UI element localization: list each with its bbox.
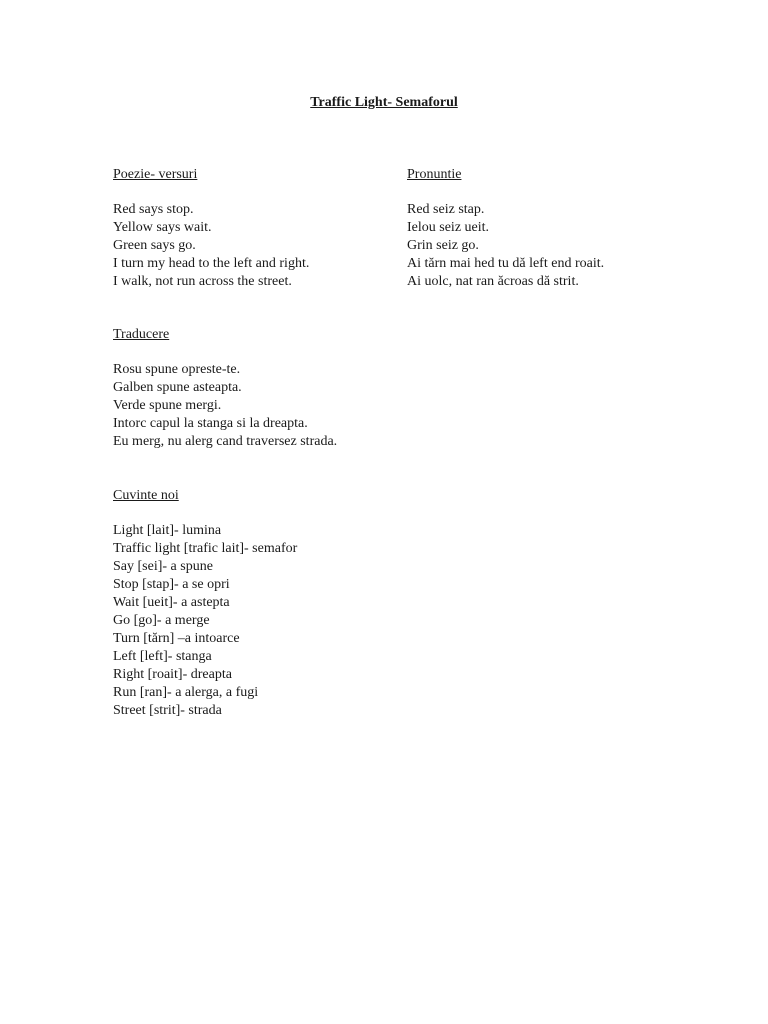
translation-lines: [113, 361, 337, 451]
translation-line: Verde spune mergi.: [113, 398, 222, 413]
poem-line: I walk, not run across the street.: [113, 274, 292, 289]
vocabulary-line: Wait [ueit]- a astepta: [113, 595, 230, 610]
vocabulary-line: Stop [stap]- a se opri: [113, 577, 230, 592]
vocabulary-line: Right [roait]- dreapta: [113, 667, 232, 682]
vocabulary-line: Traffic light [trafic lait]- semafor: [113, 541, 298, 556]
pronunciation-line: Red seiz stap.: [407, 202, 485, 217]
pronunciation-lines: [407, 201, 604, 291]
poem-line: Green says go.: [113, 238, 196, 253]
translation-line: Intorc capul la stanga si la dreapta.: [113, 416, 308, 431]
vocabulary-line: Street [strit]- strada: [113, 703, 222, 718]
pronunciation-line: Grin seiz go.: [407, 238, 479, 253]
vocabulary-lines: [113, 522, 297, 720]
poem-line: Red says stop.: [113, 202, 194, 217]
translation-line: Eu merg, nu alerg cand traversez strada.: [113, 434, 338, 449]
vocabulary-line: Go [go]- a merge: [113, 613, 210, 628]
vocabulary-line: Turn [tărn] –a intoarce: [113, 631, 240, 646]
pronunciation-heading: Pronuntie: [407, 167, 462, 182]
vocabulary-line: Light [lait]- lumina: [113, 523, 222, 538]
vocabulary-line: Run [ran]- a alerga, a fugi: [113, 685, 259, 700]
poem-lines: [113, 201, 309, 291]
vocabulary-line: Left [left]- stanga: [113, 649, 212, 664]
translation-line: Galben spune asteapta.: [113, 380, 242, 395]
pronunciation-line: Ielou seiz ueit.: [407, 220, 490, 235]
translation-line: Rosu spune opreste-te.: [113, 362, 241, 377]
poem-heading: Poezie- versuri: [113, 167, 198, 182]
poem-line: I turn my head to the left and right.: [113, 256, 310, 271]
poem-line: Yellow says wait.: [113, 220, 212, 235]
document-title: Traffic Light- Semaforul: [310, 95, 458, 110]
translation-heading: Traducere: [113, 327, 170, 342]
vocabulary-heading: Cuvinte noi: [113, 488, 179, 503]
pronunciation-line: Ai tărn mai hed tu dă left end roait.: [407, 256, 605, 271]
pronunciation-line: Ai uolc, nat ran ăcroas dă strit.: [407, 274, 579, 289]
vocabulary-line: Say [sei]- a spune: [113, 559, 213, 574]
